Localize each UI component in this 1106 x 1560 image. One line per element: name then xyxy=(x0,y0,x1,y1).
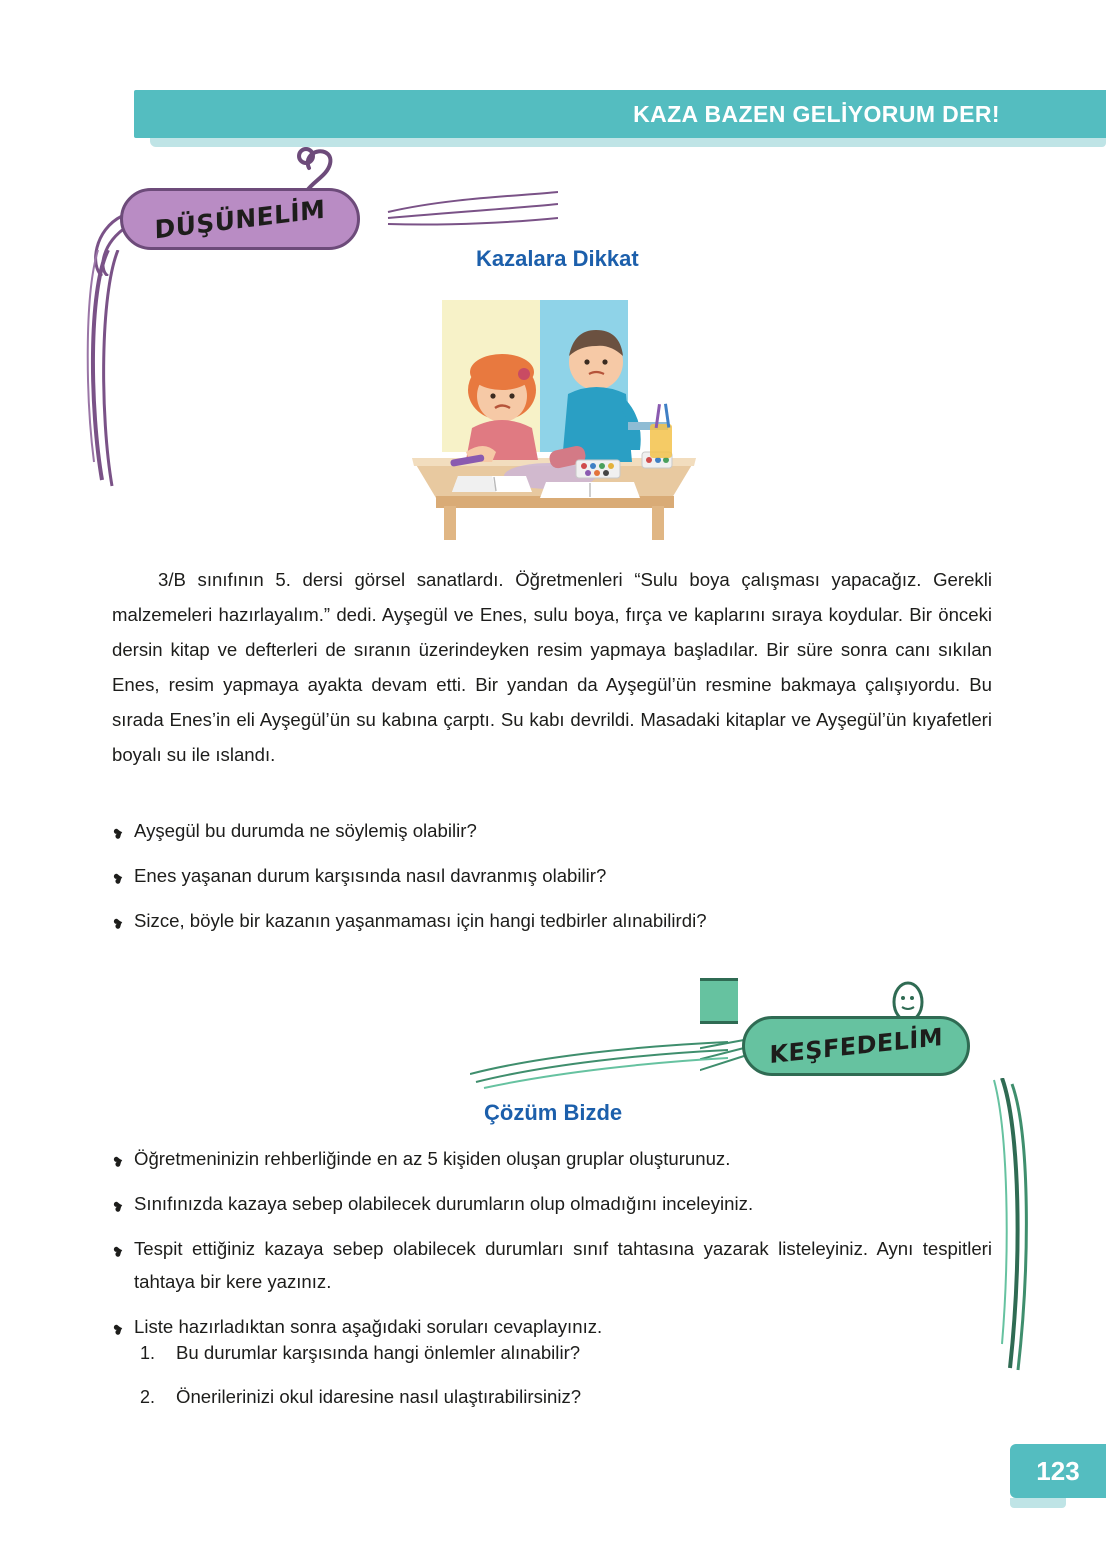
step-text: Sınıfınızda kazaya sebep olabilecek durumların olup olmadığını inceleyiniz. xyxy=(134,1193,754,1214)
step-text: Öğretmeninizin rehberliğinde en az 5 kişiden oluşan gruplar oluşturunuz. xyxy=(134,1148,731,1169)
step-text: Tespit ettiğiniz kazaya sebep olabilecek durumları sınıf tahtasına yazarak listeleyiniz. Aynı tespitleri tahtaya bir kere yazınız. xyxy=(134,1238,992,1292)
bullet-glyph-icon: ❥ xyxy=(110,869,127,889)
bullet-glyph-icon: ❥ xyxy=(110,1320,127,1340)
bullet-glyph-icon: ❥ xyxy=(110,1242,127,1262)
story-paragraph: 3/B sınıfının 5. dersi görsel sanatlardı. Öğretmenleri “Sulu boya çalışması yapacağız. Gerekli malzemeleri hazırlayalım.” dedi. Ayşegül ve Enes, sulu boya, fırça ve kaplarını sıraya koydular. Bir önceki dersin kitap ve defterleri de sıranın üzerindeyken resim yapmaya başladılar. Bir süre sonra canı sıkılan Enes, resim yapmaya ayakta devam etti. Bir yandan da Ayşegül’ün resmine bakmaya çalışıyordu. Bu sırada Enes’in eli Ayşegül’ün su kabına çarptı. Su kabı devrildi. Masadaki kitaplar ve Ayşegül’ün kıyafetleri boyalı su ile ıslandı. xyxy=(112,569,992,765)
list-item-number: 2. xyxy=(140,1387,156,1407)
list-item xyxy=(140,1338,980,1368)
bullet-glyph-icon: ❥ xyxy=(110,1197,127,1217)
list-item xyxy=(140,1382,980,1412)
dusunelim-side-stroke-icon xyxy=(84,250,144,490)
question-list xyxy=(112,814,992,949)
page-number-shadow xyxy=(1010,1498,1066,1508)
list-item xyxy=(112,814,992,847)
step-text: Liste hazırladıktan sonra aşağıdaki soruları cevaplayınız. xyxy=(134,1316,603,1337)
list-item xyxy=(112,904,992,937)
kesfedelim-tag-label: KEŞFEDELİM xyxy=(769,1022,943,1070)
question-text: Enes yaşanan durum karşısında nasıl davranmış olabilir? xyxy=(134,865,607,886)
page-number: 123 xyxy=(1036,1455,1080,1486)
section-heading-kazalara-dikkat: Kazalara Dikkat xyxy=(476,246,639,271)
list-item-number: 1. xyxy=(140,1343,156,1363)
bullet-glyph-icon: ❥ xyxy=(110,824,127,844)
question-text: Ayşegül bu durumda ne söylemiş olabilir? xyxy=(134,820,477,841)
question-text: Sizce, böyle bir kazanın yaşanmaması için hangi tedbirler alınabilirdi? xyxy=(134,910,707,931)
list-item-text: Bu durumlar karşısında hangi önlemler alınabilir? xyxy=(176,1342,581,1363)
kesfedelim-left-strokes-icon xyxy=(470,1030,730,1090)
classroom-accident-illustration xyxy=(400,300,706,540)
list-item xyxy=(112,1232,992,1298)
dusunelim-tag xyxy=(120,188,360,250)
bullet-glyph-icon: ❥ xyxy=(110,914,127,934)
bullet-glyph-icon: ❥ xyxy=(110,1152,127,1172)
chapter-header-banner xyxy=(134,90,1106,138)
dusunelim-tag-label: DÜŞÜNELİM xyxy=(154,193,326,245)
page-title: KAZA BAZEN GELİYORUM DER! xyxy=(633,100,1000,127)
activity-step-list xyxy=(112,1142,992,1355)
page-number-badge xyxy=(1010,1444,1106,1498)
list-item xyxy=(112,1187,992,1220)
section-heading-cozum-bizde: Çözüm Bizde xyxy=(484,1100,623,1125)
numbered-question-list xyxy=(140,1338,980,1426)
list-item xyxy=(112,1142,992,1175)
kesfedelim-tag xyxy=(742,1016,970,1076)
list-item xyxy=(112,859,992,892)
list-item-text: Önerilerinizi okul idaresine nasıl ulaştırabilirsiniz? xyxy=(176,1386,582,1407)
